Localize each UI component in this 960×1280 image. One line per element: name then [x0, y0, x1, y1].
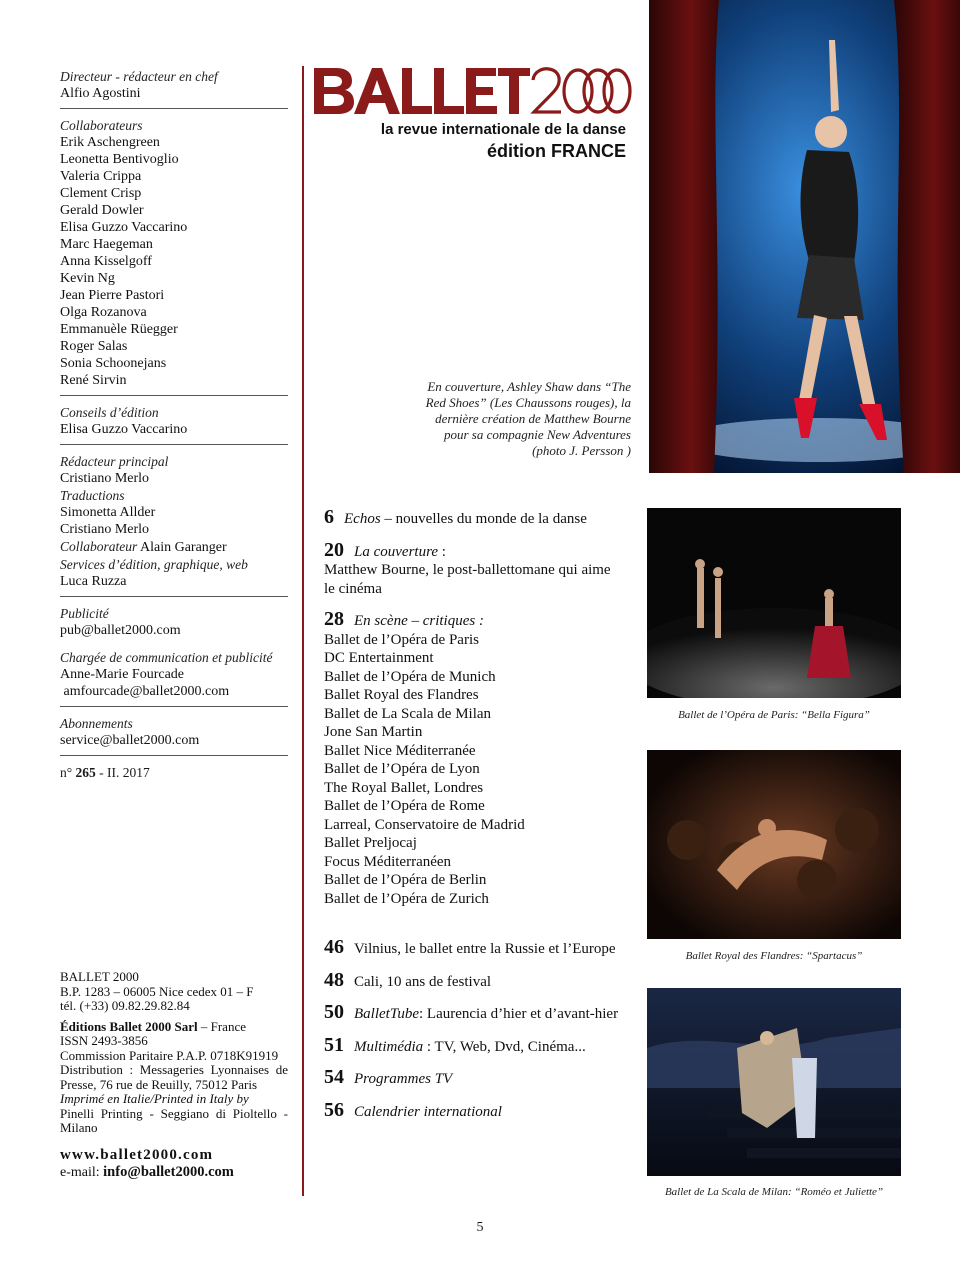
toc-subitem: Ballet de l’Opéra de Lyon — [324, 761, 480, 777]
collab-role: Collaborateur — [60, 539, 138, 554]
issn: ISSN 2493-3856 — [60, 1033, 148, 1048]
toc-text: : Laurencia d’hier et d’avant-hier — [419, 1006, 619, 1022]
toc-page: 28 — [324, 608, 344, 630]
collaborator-name: René Sirvin — [60, 373, 127, 388]
toc-page: 46 — [324, 936, 344, 958]
editorial-role: Conseils d’édition — [60, 405, 159, 420]
toc-entry[interactable] — [324, 508, 624, 529]
toc-section: En scène – critiques : — [354, 613, 484, 629]
masthead-director — [60, 68, 288, 109]
printed-in: Imprimé en Italie/Printed in Italy by — [60, 1091, 249, 1106]
collaborator-name: Emmanuèle Rüegger — [60, 322, 178, 337]
collaborator-name: Marc Haegeman — [60, 237, 153, 252]
email-line — [60, 1164, 288, 1181]
publisher-phone: tél. (+33) 09.82.29.82.84 — [60, 998, 190, 1013]
collab-line — [60, 538, 288, 556]
toc-page: 54 — [324, 1066, 344, 1088]
collaborator-name: Kevin Ng — [60, 271, 115, 286]
services-name: Luca Ruzza — [60, 574, 127, 589]
toc-subitem: Ballet Nice Méditerranée — [324, 742, 476, 759]
toc-subitem: Ballet de l’Opéra de Rome — [324, 798, 485, 814]
toc-subitem: Ballet de l’Opéra de Paris — [324, 631, 479, 648]
toc-entry[interactable] — [324, 968, 624, 992]
company-line — [60, 1020, 288, 1035]
issue-number — [60, 764, 288, 781]
romeo-juliette-photo — [647, 988, 901, 1176]
toc-page: 48 — [324, 968, 344, 991]
toc-entry[interactable] — [324, 1003, 624, 1024]
ads-email[interactable]: pub@ballet2000.com — [60, 623, 181, 638]
collab-name: Alain Garanger — [140, 540, 227, 555]
toc-page: 56 — [324, 1098, 344, 1121]
translations-role: Traductions — [60, 488, 125, 503]
toc-subitem: Ballet Preljocaj — [324, 835, 417, 851]
toc-section: La couverture — [354, 543, 439, 560]
collaborator-name: Roger Salas — [60, 339, 128, 354]
publisher-name: BALLET 2000 — [60, 969, 139, 984]
toc-subitem: The Royal Ballet, Londres — [324, 779, 484, 796]
masthead-editorial — [60, 404, 288, 445]
subs-email[interactable]: service@ballet2000.com — [60, 733, 200, 748]
edition-label: édition FRANCE — [487, 141, 626, 161]
masthead-collaborators — [60, 117, 288, 396]
comms-name: Anne-Marie Fourcade — [60, 667, 185, 682]
collaborator-name: Jean Pierre Pastori — [60, 288, 165, 303]
collaborator-name: Gerald Dowler — [60, 203, 144, 218]
collaborator-name: Valeria Crippa — [60, 169, 142, 184]
toc-text: Matthew Bourne, le post-ballettomane qui aime le cinéma — [324, 562, 611, 597]
publisher-address: B.P. 1283 – 06005 Nice cedex 01 – F — [60, 983, 254, 999]
printer: Pinelli Printing - Seggiano di Pioltello - Milano — [60, 1105, 288, 1135]
toc-subitem: Ballet de l’Opéra de Zurich — [324, 890, 489, 907]
ballet2000-logo — [312, 62, 632, 118]
translator-name: Cristiano Merlo — [60, 522, 150, 537]
toc-subitem: Ballet de l’Opéra de Munich — [324, 668, 496, 685]
collaborator-name: Leonetta Bentivoglio — [60, 152, 179, 167]
toc-page: 51 — [324, 1033, 344, 1056]
toc-section: Calendrier international — [354, 1103, 502, 1120]
toc-text: Vilnius, le ballet entre la Russie et l’Europe — [354, 941, 616, 957]
toc-page: 6 — [324, 506, 334, 528]
collaborator-name: Sonia Schoonejans — [60, 356, 167, 371]
bella-figura-caption: Ballet de l’Opéra de Paris: “Bella Figura” — [678, 709, 870, 721]
toc-subitem: Larreal, Conservatoire de Madrid — [324, 816, 525, 833]
toc-subitem: Jone San Martin — [324, 724, 423, 740]
company-suffix: – France — [197, 1018, 246, 1034]
toc-text: : TV, Web, Dvd, Cinéma... — [423, 1038, 586, 1055]
toc-entry[interactable] — [324, 1098, 624, 1122]
cover-caption: En couverture, Ashley Shaw dans “The Red Shoes” (Les Chaussons rouges), la dernière création de Matthew Bourne pour sa compagnie New Adventures (photo J. Persson ) — [425, 379, 631, 458]
romeo-juliette-caption: Ballet de La Scala de Milan: “Roméo et Juliette” — [664, 1186, 884, 1198]
comms-role: Chargée de communication et publicité — [60, 650, 273, 665]
column-divider — [302, 66, 304, 1196]
translator-name: Simonetta Allder — [60, 505, 156, 520]
company-name: Éditions Ballet 2000 Sarl — [60, 1018, 198, 1034]
masthead-subscriptions — [60, 715, 288, 756]
toc-section: Echos — [344, 511, 381, 527]
masthead-ads — [60, 605, 288, 643]
cover-photo — [649, 0, 960, 473]
masthead-staff — [60, 453, 288, 597]
toc-page: 20 — [324, 538, 344, 561]
collaborator-name: Elisa Guzzo Vaccarino — [60, 220, 188, 235]
director-role: Directeur - rédacteur en chef — [60, 69, 218, 84]
ads-role: Publicité — [60, 606, 109, 621]
toc-subitem: Ballet de l’Opéra de Berlin — [324, 872, 487, 888]
collaborator-name: Erik Aschengreen — [60, 135, 160, 150]
masthead — [60, 68, 288, 781]
toc-entry[interactable] — [324, 1068, 624, 1089]
page-number: 5 — [476, 1220, 484, 1235]
email-link[interactable]: info@ballet2000.com — [103, 1163, 234, 1180]
spartacus-photo — [647, 750, 901, 939]
toc-entry[interactable] — [324, 1033, 624, 1057]
toc-section: BalletTube — [354, 1006, 419, 1022]
issue-prefix: n° — [60, 765, 73, 780]
editorial-name: Elisa Guzzo Vaccarino — [60, 422, 188, 437]
bella-figura-photo — [647, 508, 901, 698]
toc-entry[interactable] — [324, 938, 624, 959]
toc-page: 50 — [324, 1001, 344, 1023]
chief-role: Rédacteur principal — [60, 454, 169, 469]
services-role: Services d’édition, graphique, web — [60, 557, 248, 572]
toc-subitem: Ballet Royal des Flandres — [324, 687, 479, 703]
tagline: la revue internationale de la danse — [380, 121, 626, 138]
collaborator-name: Clement Crisp — [60, 186, 142, 201]
director-name: Alfio Agostini — [60, 86, 141, 101]
table-of-contents — [324, 508, 624, 1133]
masthead-comms — [60, 649, 288, 707]
comms-email[interactable]: amfourcade@ballet2000.com — [60, 684, 230, 699]
collaborators-role: Collaborateurs — [60, 118, 143, 133]
subs-role: Abonnements — [60, 716, 133, 731]
toc-section: Multimédia — [354, 1038, 424, 1055]
distribution: Distribution : Messageries Lyonnaises de Presse, 76 rue de Reuilly, 75012 Paris — [60, 1062, 288, 1092]
commission: Commission Paritaire P.A.P. 0718K91919 — [60, 1047, 279, 1063]
issue-num: 265 — [75, 765, 96, 780]
collaborator-name: Anna Kisselgoff — [60, 254, 152, 269]
publisher-info — [60, 970, 288, 1181]
email-label: e-mail: — [60, 1164, 100, 1180]
toc-subitem: Focus Méditerranéen — [324, 853, 452, 870]
issue-suffix: - II. 2017 — [99, 765, 150, 780]
toc-text: : — [438, 543, 446, 560]
website-link[interactable]: www.ballet2000.com — [60, 1146, 214, 1163]
chief-name: Cristiano Merlo — [60, 471, 150, 486]
toc-section: Programmes TV — [354, 1071, 453, 1087]
collaborator-name: Olga Rozanova — [60, 305, 147, 320]
spartacus-caption: Ballet Royal des Flandres: “Spartacus” — [685, 950, 863, 962]
toc-entry[interactable] — [324, 610, 624, 908]
toc-text: – nouvelles du monde de la danse — [380, 511, 587, 527]
toc-subitem: Ballet de La Scala de Milan — [324, 705, 492, 722]
toc-subitem: DC Entertainment — [324, 650, 434, 666]
toc-entry[interactable] — [324, 538, 624, 599]
toc-text: Cali, 10 ans de festival — [354, 973, 492, 990]
